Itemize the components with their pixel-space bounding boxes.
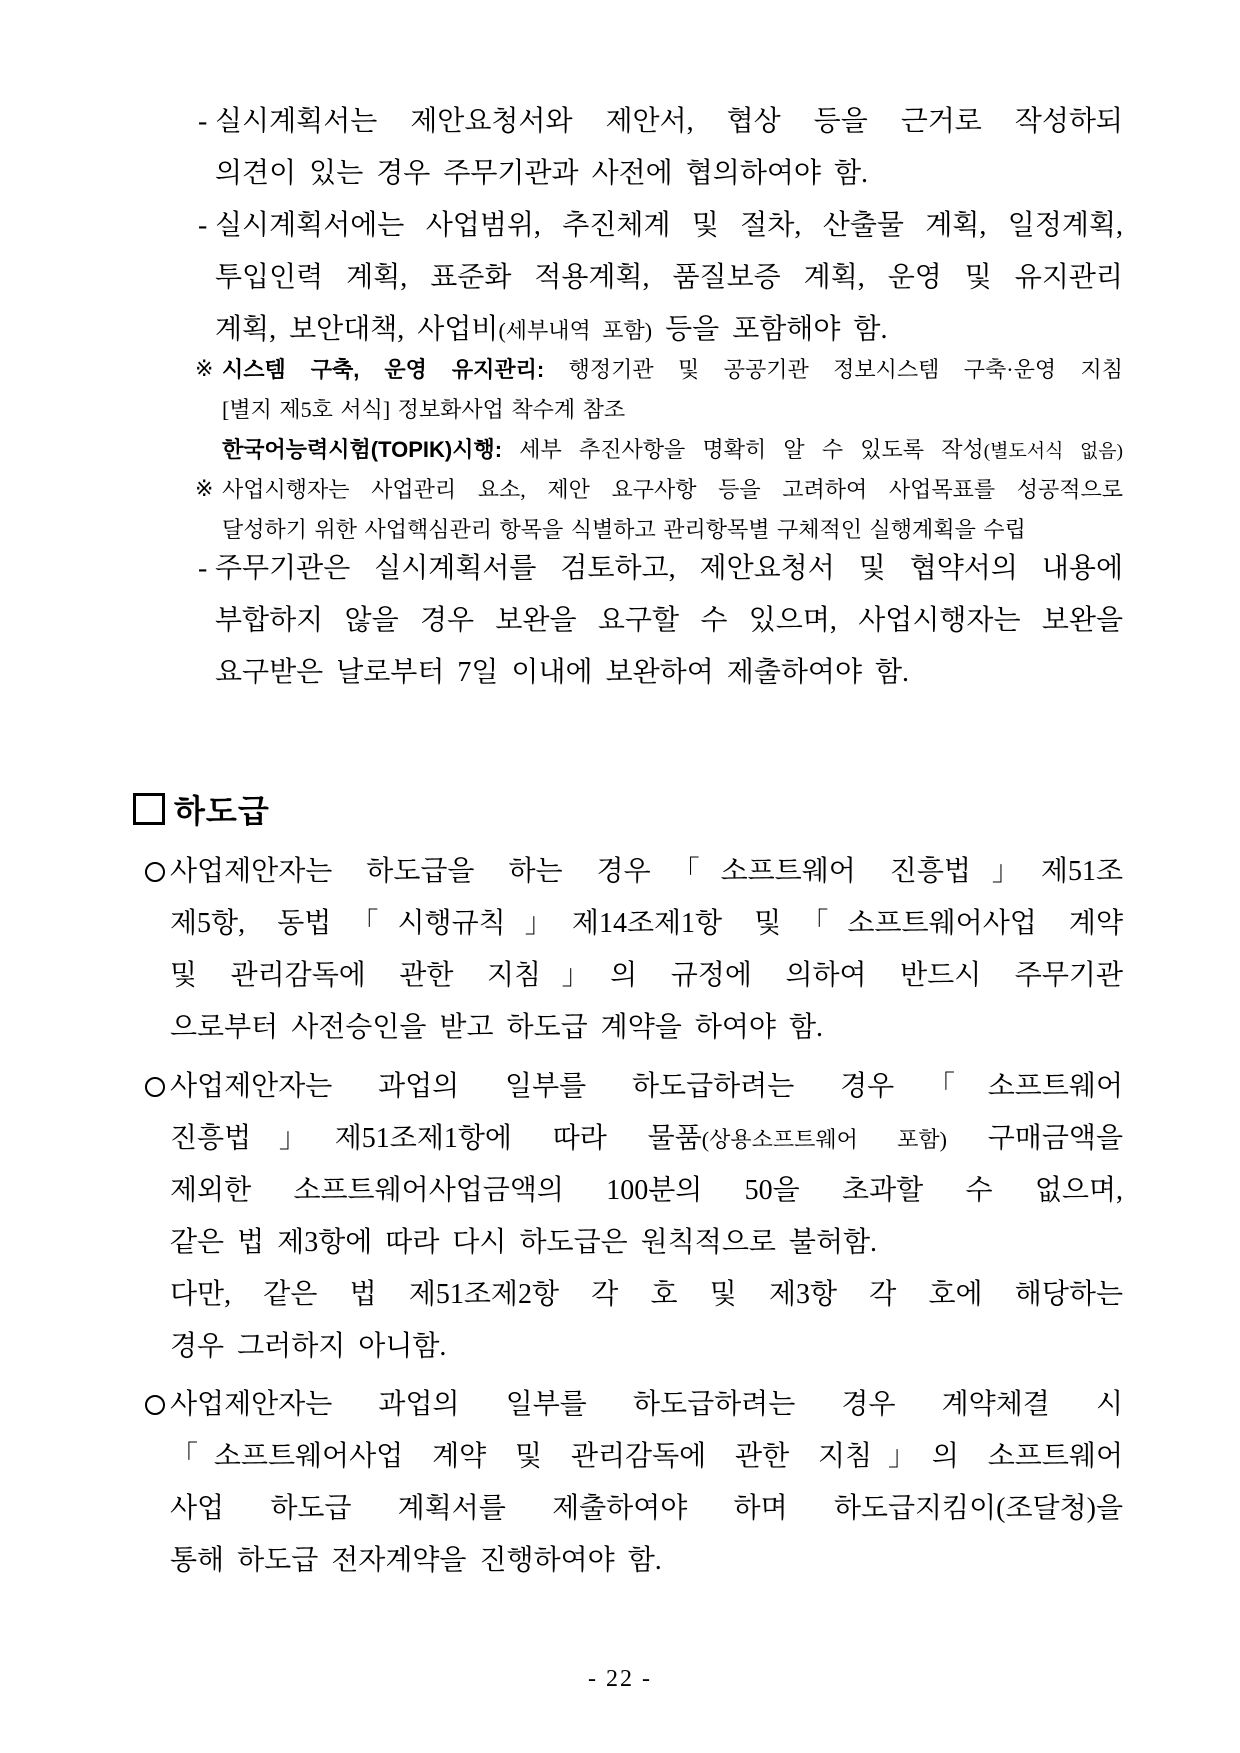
text-segment: 세부 추진사항을 명확히 알 수 있도록 작성 [502,437,984,462]
body-text-line [170,1165,1123,1217]
body-text-line [215,148,1123,200]
text-segment: 경우 그러하지 아니함. [170,1331,447,1362]
circle-bullet [145,1395,165,1415]
text-segment: 으로부터 사전승인을 받고 하도급 계약을 하여야 함. [170,1012,824,1043]
small-text-segment: (상용소프트웨어 포함) [701,1127,947,1152]
bold-text-segment: 한국어능력시험(TOPIK)시행: [222,437,503,462]
text-segment: 사업제안자는 과업의 일부를 하도급하려는 경우「소프트웨어 [170,1071,1123,1102]
text-segment: 요구받은 날로부터 7일 이내에 보완하여 제출하여야 함. [215,657,910,688]
text-segment: 다만, 같은 법 제51조제2항 각 호 및 제3항 각 호에 해당하는 [170,1279,1123,1310]
text-segment: 진흥법」제51조제1항에 따라 물품 [170,1123,702,1154]
text-segment: 같은 법 제3항에 따라 다시 하도급은 원칙적으로 불허함. [170,1227,878,1258]
note-line [222,430,1123,470]
note-line [195,470,1123,510]
text-segment: 「소프트웨어사업 계약 및 관리감독에 관한 지침」의 소프트웨어 [170,1441,1123,1472]
text-segment: 제외한 소프트웨어사업금액의 100분의 50을 초과할 수 없으며, [170,1175,1123,1206]
circle-bullet [145,1077,165,1097]
body-text-line [215,304,1123,356]
note-line [195,350,1123,390]
text-segment: 사업시행자는 사업관리 요소, 제안 요구사항 등을 고려하여 사업목표를 성공적으로 [222,477,1123,502]
checkbox-square-icon [133,793,165,825]
body-text-line [170,1535,1123,1587]
section-heading [133,786,1240,832]
small-text-segment: (별도서식 없음) [983,441,1123,462]
note-line [222,390,1123,430]
body-text-line [170,1002,1123,1054]
text-segment: 주무기관은 실시계획서를 검토하고, 제안요청서 및 협약서의 내용에 [215,553,1123,584]
body-text-line [170,898,1123,950]
body-text-line [198,96,1123,148]
body-text-line [170,950,1123,1002]
body-text-line [170,1483,1123,1535]
text-segment: 투입인력 계획, 표준화 적용계획, 품질보증 계획, 운영 및 유지관리 [215,262,1123,293]
text-segment: 부합하지 않을 경우 보완을 요구할 수 있으며, 사업시행자는 보완을 [215,605,1123,636]
text-segment: 사업제안자는 하도급을 하는 경우「소프트웨어 진흥법」제51조 [170,856,1123,887]
body-text-line [215,647,1123,699]
text-segment: 실시계획서에는 사업범위, 추진체계 및 절차, 산출물 계획, 일정계획, [215,210,1123,241]
body-text-line [215,595,1123,647]
body-text-line [170,846,1123,898]
text-segment: 구매금액을 [946,1123,1124,1154]
heading-title: 하도급 [174,793,270,829]
text-segment: 및 관리감독에 관한 지침」의 규정에 의하여 반드시 주무기관 [170,960,1123,991]
bold-text-segment: 시스템 구축, 운영 유지관리: [222,357,545,382]
body-text-line [198,543,1123,595]
text-segment: 계획, 보안대책, 사업비 [215,314,499,345]
small-text-segment: (세부내역 포함) [498,318,653,343]
text-segment: 사업 하도급 계획서를 제출하여야 하며 하도급지킴이(조달청)을 [170,1493,1123,1524]
text-segment: 달성하기 위한 사업핵심관리 항목을 식별하고 관리항목별 구체적인 실행계획을 수립 [222,517,1026,542]
body-text-line [170,1269,1123,1321]
text-segment: 실시계획서는 제안요청서와 제안서, 협상 등을 근거로 작성하되 [215,106,1123,137]
body-text-line [170,1061,1123,1113]
text-segment: 등을 포함해야 함. [652,314,888,345]
text-segment: [별지 제5호 서식] 정보화사업 착수계 참조 [222,397,626,422]
text-segment: 제5항, 동법「시행규칙」제14조제1항 및「소프트웨어사업 계약 [170,908,1123,939]
dash-bullet: - [198,553,208,584]
dash-bullet: - [198,106,208,137]
text-segment: 의견이 있는 경우 주무기관과 사전에 협의하여야 함. [215,158,869,189]
reference-mark-icon: ※ [195,357,214,382]
circle-bullet [145,862,165,882]
body-text-line [170,1431,1123,1483]
body-text-line [170,1113,1123,1165]
body-text-line [170,1321,1123,1373]
text-segment: 사업제안자는 과업의 일부를 하도급하려는 경우 계약체결 시 [170,1389,1123,1420]
reference-mark-icon: ※ [195,477,214,502]
body-text-line [170,1379,1123,1431]
dash-bullet: - [198,210,208,241]
page-number: - 22 - [588,1666,652,1692]
body-text-line [198,200,1123,252]
body-text-line [170,1217,1123,1269]
text-segment: 행정기관 및 공공기관 정보시스템 구축·운영 지침 [544,357,1123,382]
text-segment: 통해 하도급 전자계약을 진행하여야 함. [170,1545,662,1576]
body-text-line [215,252,1123,304]
